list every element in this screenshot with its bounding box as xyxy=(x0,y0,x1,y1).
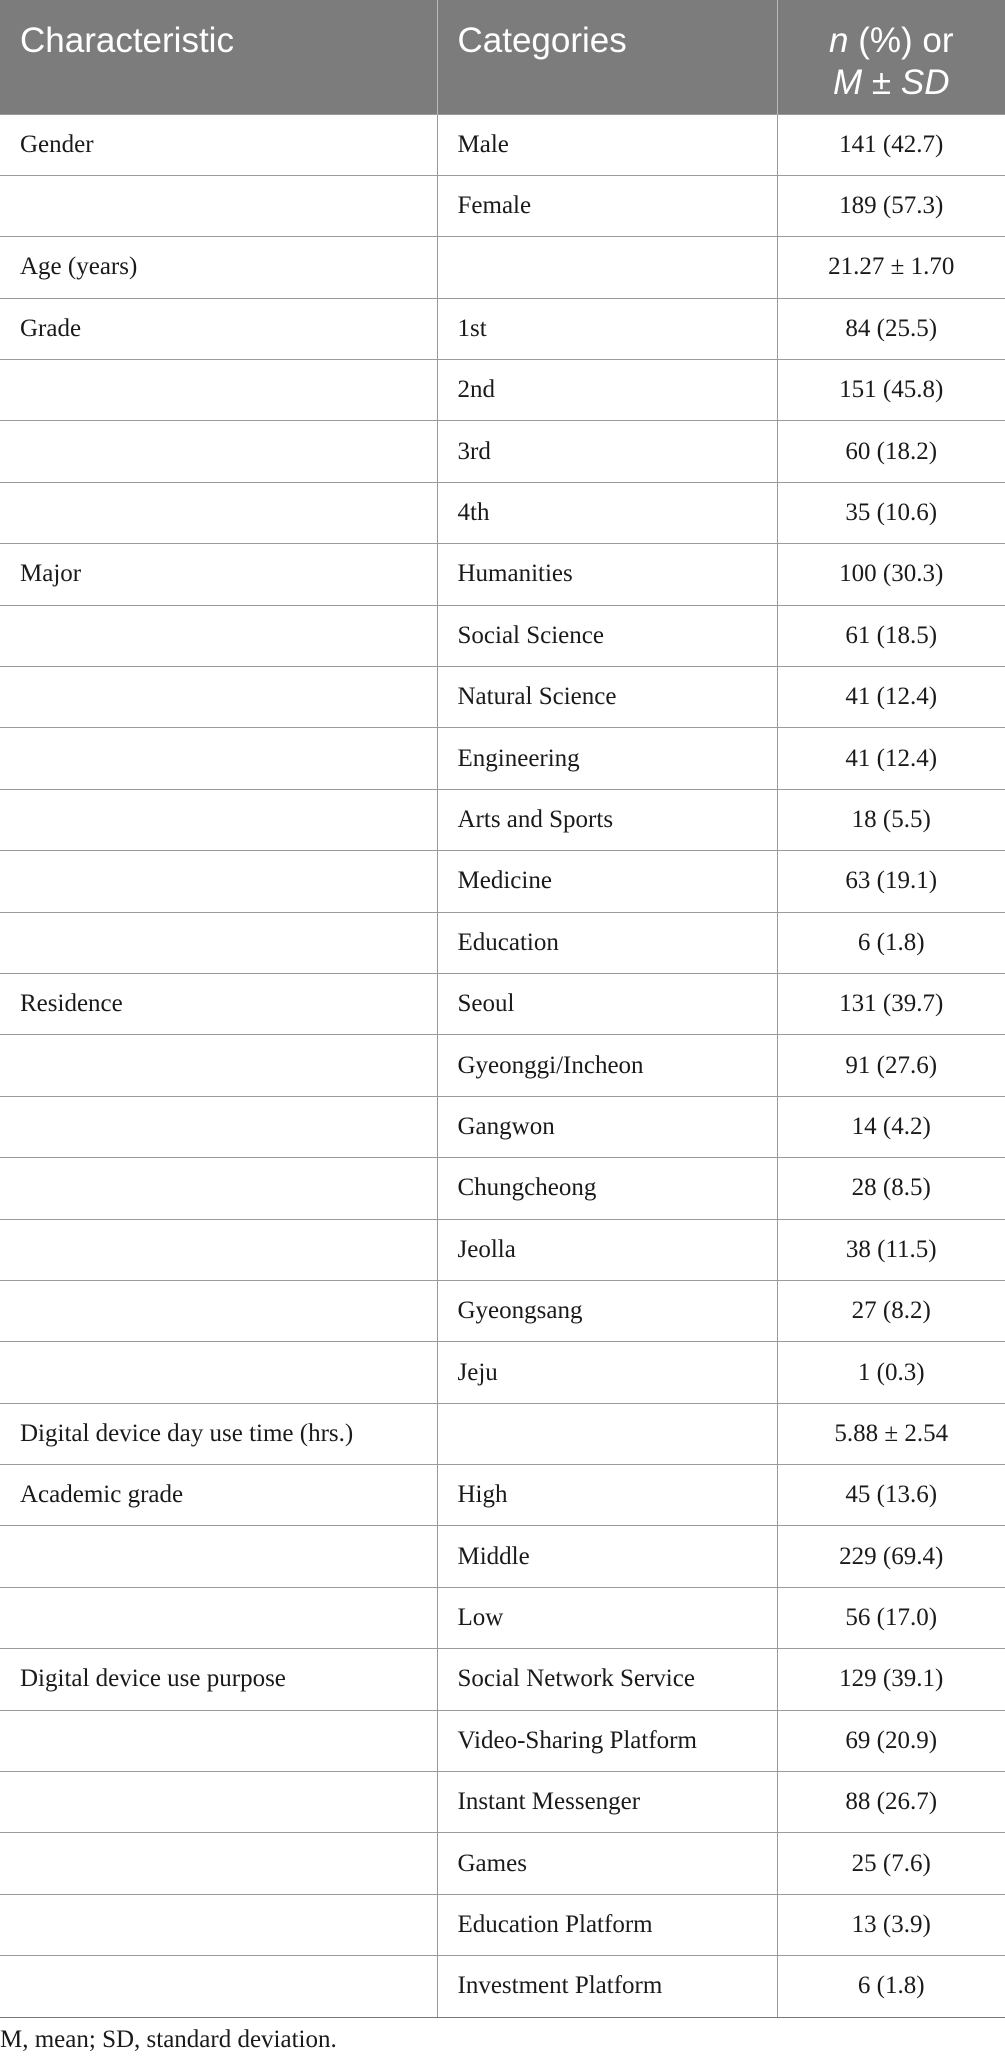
category-cell: Male xyxy=(437,114,777,175)
table-row xyxy=(0,1956,1005,2017)
table-row xyxy=(0,1649,1005,1710)
value-cell: 41 (12.4) xyxy=(777,728,1005,789)
characteristic-cell xyxy=(0,1772,437,1833)
characteristic-cell xyxy=(0,1587,437,1648)
value-cell: 229 (69.4) xyxy=(777,1526,1005,1587)
header-value-line2 xyxy=(798,62,986,104)
category-cell xyxy=(437,237,777,298)
value-cell: 18 (5.5) xyxy=(777,789,1005,850)
table-row xyxy=(0,544,1005,605)
value-cell: 61 (18.5) xyxy=(777,605,1005,666)
category-cell: 1st xyxy=(437,298,777,359)
characteristic-cell: Academic grade xyxy=(0,1465,437,1526)
table-row xyxy=(0,1096,1005,1157)
characteristic-cell xyxy=(0,789,437,850)
table-row xyxy=(0,605,1005,666)
table-row xyxy=(0,237,1005,298)
table-row xyxy=(0,1833,1005,1894)
category-cell: Humanities xyxy=(437,544,777,605)
category-cell: 4th xyxy=(437,482,777,543)
characteristic-cell xyxy=(0,1280,437,1341)
category-cell: Education xyxy=(437,912,777,973)
value-cell: 28 (8.5) xyxy=(777,1158,1005,1219)
table-row xyxy=(0,1280,1005,1341)
value-cell: 6 (1.8) xyxy=(777,912,1005,973)
header-categories: Categories xyxy=(437,0,777,114)
category-cell: Low xyxy=(437,1587,777,1648)
category-cell: Natural Science xyxy=(437,667,777,728)
header-value xyxy=(777,0,1005,114)
characteristic-cell xyxy=(0,1894,437,1955)
table-body xyxy=(0,114,1005,2017)
value-cell: 84 (25.5) xyxy=(777,298,1005,359)
category-cell: Middle xyxy=(437,1526,777,1587)
characteristic-cell xyxy=(0,482,437,543)
category-cell: Education Platform xyxy=(437,1894,777,1955)
category-cell: Arts and Sports xyxy=(437,789,777,850)
characteristic-cell xyxy=(0,728,437,789)
characteristic-cell xyxy=(0,1956,437,2017)
value-cell: 38 (11.5) xyxy=(777,1219,1005,1280)
value-cell: 63 (19.1) xyxy=(777,851,1005,912)
characteristic-cell xyxy=(0,1096,437,1157)
category-cell: Games xyxy=(437,1833,777,1894)
table-row xyxy=(0,973,1005,1034)
characteristic-cell xyxy=(0,605,437,666)
table-row xyxy=(0,1772,1005,1833)
table-footnote: M, mean; SD, standard deviation. xyxy=(0,2026,337,2053)
value-cell: 189 (57.3) xyxy=(777,175,1005,236)
value-cell: 141 (42.7) xyxy=(777,114,1005,175)
value-cell: 14 (4.2) xyxy=(777,1096,1005,1157)
table-row xyxy=(0,1587,1005,1648)
value-cell: 45 (13.6) xyxy=(777,1465,1005,1526)
characteristic-cell xyxy=(0,912,437,973)
table-row xyxy=(0,114,1005,175)
table-row xyxy=(0,789,1005,850)
header-n-italic: n xyxy=(829,21,849,60)
value-cell: 27 (8.2) xyxy=(777,1280,1005,1341)
value-cell: 21.27 ± 1.70 xyxy=(777,237,1005,298)
category-cell: Social Science xyxy=(437,605,777,666)
table-row xyxy=(0,1465,1005,1526)
value-cell: 25 (7.6) xyxy=(777,1833,1005,1894)
characteristic-cell xyxy=(0,667,437,728)
category-cell xyxy=(437,1403,777,1464)
characteristic-cell xyxy=(0,1710,437,1771)
table-row xyxy=(0,1403,1005,1464)
value-cell: 56 (17.0) xyxy=(777,1587,1005,1648)
category-cell: Social Network Service xyxy=(437,1649,777,1710)
table-row xyxy=(0,482,1005,543)
value-cell: 69 (20.9) xyxy=(777,1710,1005,1771)
characteristic-cell xyxy=(0,1833,437,1894)
table-row xyxy=(0,667,1005,728)
category-cell: Investment Platform xyxy=(437,1956,777,2017)
value-cell: 13 (3.9) xyxy=(777,1894,1005,1955)
header-row xyxy=(0,0,1005,114)
category-cell: Video-Sharing Platform xyxy=(437,1710,777,1771)
characteristic-cell xyxy=(0,851,437,912)
table-row xyxy=(0,912,1005,973)
value-cell: 41 (12.4) xyxy=(777,667,1005,728)
category-cell: Instant Messenger xyxy=(437,1772,777,1833)
category-cell: Chungcheong xyxy=(437,1158,777,1219)
header-m-italic: M xyxy=(833,63,863,102)
value-cell: 129 (39.1) xyxy=(777,1649,1005,1710)
category-cell: 2nd xyxy=(437,360,777,421)
table-row xyxy=(0,175,1005,236)
characteristic-cell xyxy=(0,175,437,236)
characteristic-cell xyxy=(0,1526,437,1587)
value-cell: 151 (45.8) xyxy=(777,360,1005,421)
characteristic-cell: Major xyxy=(0,544,437,605)
header-characteristic: Characteristic xyxy=(0,0,437,114)
value-cell: 60 (18.2) xyxy=(777,421,1005,482)
category-cell: Gyeonggi/Incheon xyxy=(437,1035,777,1096)
category-cell: Jeju xyxy=(437,1342,777,1403)
category-cell: Gyeongsang xyxy=(437,1280,777,1341)
category-cell: Jeolla xyxy=(437,1219,777,1280)
table-row xyxy=(0,1342,1005,1403)
table-row xyxy=(0,298,1005,359)
value-cell: 100 (30.3) xyxy=(777,544,1005,605)
table-row xyxy=(0,360,1005,421)
characteristic-cell: Digital device day use time (hrs.) xyxy=(0,1403,437,1464)
value-cell: 5.88 ± 2.54 xyxy=(777,1403,1005,1464)
header-value-line1 xyxy=(798,20,986,62)
characteristic-cell: Age (years) xyxy=(0,237,437,298)
table-row xyxy=(0,1710,1005,1771)
characteristic-cell xyxy=(0,1219,437,1280)
value-cell: 131 (39.7) xyxy=(777,973,1005,1034)
category-cell: Engineering xyxy=(437,728,777,789)
category-cell: Seoul xyxy=(437,973,777,1034)
characteristic-cell: Residence xyxy=(0,973,437,1034)
category-cell: Female xyxy=(437,175,777,236)
table-row xyxy=(0,1219,1005,1280)
table-row xyxy=(0,421,1005,482)
characteristic-cell xyxy=(0,1158,437,1219)
value-cell: 6 (1.8) xyxy=(777,1956,1005,2017)
value-cell: 35 (10.6) xyxy=(777,482,1005,543)
table-row xyxy=(0,1894,1005,1955)
value-cell: 91 (27.6) xyxy=(777,1035,1005,1096)
characteristic-cell xyxy=(0,360,437,421)
value-cell: 88 (26.7) xyxy=(777,1772,1005,1833)
category-cell: 3rd xyxy=(437,421,777,482)
characteristic-cell: Grade xyxy=(0,298,437,359)
category-cell: High xyxy=(437,1465,777,1526)
characteristic-cell xyxy=(0,1342,437,1403)
category-cell: Medicine xyxy=(437,851,777,912)
characteristic-cell xyxy=(0,421,437,482)
characteristic-cell xyxy=(0,1035,437,1096)
characteristic-cell: Gender xyxy=(0,114,437,175)
table-row xyxy=(0,851,1005,912)
header-sd-italic: SD xyxy=(900,63,950,102)
table-row xyxy=(0,1526,1005,1587)
header-plusminus: ± xyxy=(862,63,901,102)
category-cell: Gangwon xyxy=(437,1096,777,1157)
value-cell: 1 (0.3) xyxy=(777,1342,1005,1403)
header-percent-or: (%) or xyxy=(848,21,954,60)
table-row xyxy=(0,1158,1005,1219)
table-row xyxy=(0,1035,1005,1096)
table-row xyxy=(0,728,1005,789)
characteristic-cell: Digital device use purpose xyxy=(0,1649,437,1710)
table-header xyxy=(0,0,1005,114)
